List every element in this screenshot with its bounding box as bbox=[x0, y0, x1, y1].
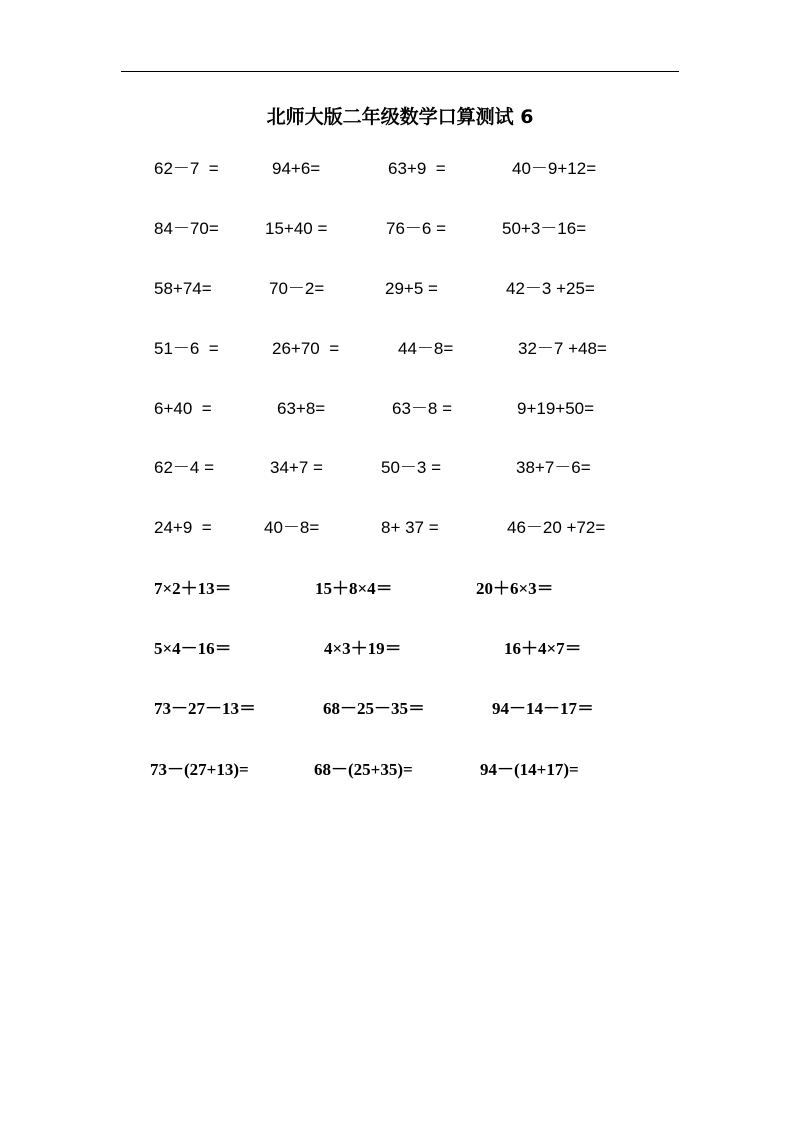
math-problem: 6+40 = bbox=[154, 399, 212, 418]
math-problem: 70－2= bbox=[269, 279, 325, 298]
math-problem: 40－9+12= bbox=[512, 159, 597, 178]
math-problem: 44－8= bbox=[398, 339, 454, 358]
math-problem: 51－6 = bbox=[154, 339, 219, 358]
math-problem: 68－25－35＝ bbox=[323, 699, 425, 718]
math-problem: 68－(25+35)= bbox=[314, 760, 413, 779]
math-problem: 29+5 = bbox=[385, 279, 438, 298]
math-problem: 24+9 = bbox=[154, 518, 212, 537]
math-problem: 63+9 = bbox=[388, 159, 446, 178]
math-problem: 38+7－6= bbox=[516, 458, 591, 477]
header-rule bbox=[121, 71, 679, 72]
math-problem: 4×3＋19＝ bbox=[324, 639, 402, 658]
math-problem: 94－(14+17)= bbox=[480, 760, 579, 779]
math-problem: 7×2＋13＝ bbox=[154, 579, 232, 598]
math-problem: 94－14－17＝ bbox=[492, 699, 594, 718]
math-problem: 26+70 = bbox=[272, 339, 340, 358]
math-problem: 62－7 = bbox=[154, 159, 219, 178]
math-problem: 8+ 37 = bbox=[381, 518, 439, 537]
math-problem: 15＋8×4＝ bbox=[315, 579, 393, 598]
page-title: 北师大版二年级数学口算测试 6 bbox=[266, 106, 534, 128]
math-problem: 62－4 = bbox=[154, 458, 215, 477]
math-problem: 20＋6×3＝ bbox=[476, 579, 554, 598]
math-problem: 63－8 = bbox=[392, 399, 453, 418]
math-problem: 58+74= bbox=[154, 279, 212, 298]
math-problem: 63+8= bbox=[277, 399, 326, 418]
math-problem: 94+6= bbox=[272, 159, 321, 178]
math-problem: 40－8= bbox=[264, 518, 320, 537]
math-problem: 50+3－16= bbox=[502, 219, 587, 238]
math-problem: 32－7 +48= bbox=[518, 339, 607, 358]
math-problem: 50－3 = bbox=[381, 458, 442, 477]
math-problem: 34+7 = bbox=[270, 458, 323, 477]
math-problem: 42－3 +25= bbox=[506, 279, 595, 298]
math-problem: 73－(27+13)= bbox=[150, 760, 249, 779]
math-problem: 9+19+50= bbox=[517, 399, 595, 418]
math-problem: 5×4－16＝ bbox=[154, 639, 232, 658]
math-problem: 84－70= bbox=[154, 219, 219, 238]
math-problem: 16＋4×7＝ bbox=[504, 639, 582, 658]
math-problem: 76－6 = bbox=[386, 219, 447, 238]
math-problem: 15+40 = bbox=[265, 219, 328, 238]
math-problem: 73－27－13＝ bbox=[154, 699, 256, 718]
math-problem: 46－20 +72= bbox=[507, 518, 606, 537]
